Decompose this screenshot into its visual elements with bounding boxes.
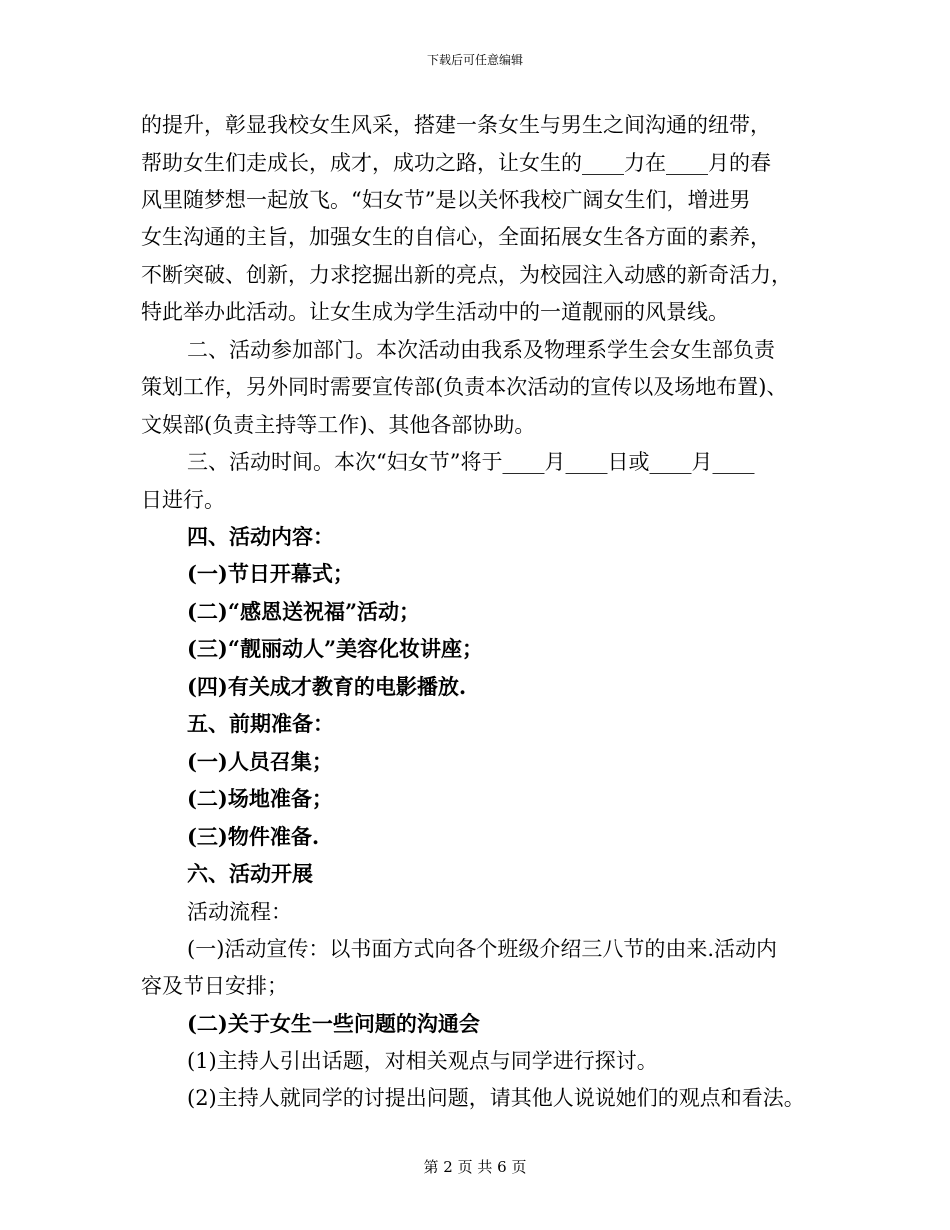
paragraph-line: 活动流程： [187, 900, 292, 924]
list-item: (一)人员召集； [187, 749, 333, 774]
body-line: 日进行。 [141, 488, 225, 512]
body-line: 帮助女生们走成长，成才，成功之路，让女生的____力在____月的春 [141, 151, 771, 175]
body-line: 不断突破、创新，力求挖掘出新的亮点，为校园注入动感的新奇活力， [141, 263, 792, 287]
section-heading: 四、活动内容： [187, 524, 334, 549]
body-line: 的提升，彰显我校女生风采，搭建一条女生与男生之间沟通的纽带， [141, 113, 771, 137]
body-line: 风里随梦想一起放飞。“妇女节”是以关怀我校广阔女生们，增进男 [141, 188, 751, 212]
page-header: 下载后可任意编辑 [426, 53, 523, 67]
list-item: (三)物件准备. [187, 824, 320, 849]
body-line: 女生沟通的主旨，加强女生的自信心，全面拓展女生各方面的素养， [141, 225, 771, 249]
paragraph-line: 三、活动时间。本次“妇女节”将于____月____日或____月____ [187, 450, 755, 474]
list-item: (2)主持人就同学的讨提出问题，请其他人说说她们的观点和看法。 [187, 1086, 805, 1110]
subsection-heading: (二)关于女生一些问题的沟通会 [187, 1011, 480, 1036]
list-item: (一)节日开幕式； [187, 561, 354, 586]
list-item: (二)场地准备； [187, 786, 333, 811]
body-line: 特此举办此活动。让女生成为学生活动中的一道靓丽的风景线。 [141, 300, 729, 324]
body-line: 策划工作，另外同时需要宣传部(负责本次活动的宣传以及场地布置)、 [141, 375, 788, 399]
body-line: 文娱部(负责主持等工作)、其他各部协助。 [141, 413, 536, 437]
page-footer: 第 2 页 共 6 页 [423, 1158, 527, 1176]
list-item: (二)“感恩送祝福”活动； [187, 599, 421, 624]
list-item: (三)“靓丽动人”美容化妆讲座； [187, 636, 484, 661]
body-line: 容及节日安排； [141, 974, 288, 998]
list-item: (四)有关成才教育的电影播放. [187, 674, 467, 699]
section-heading: 六、活动开展 [187, 861, 313, 886]
list-item: (1)主持人引出话题，对相关观点与同学进行探讨。 [187, 1049, 658, 1073]
paragraph-line: 二、活动参加部门。本次活动由我系及物理系学生会女生部负责 [187, 338, 775, 362]
section-heading: 五、前期准备： [187, 711, 334, 736]
paragraph-line: (一)活动宣传：以书面方式向各个班级介绍三八节的由来.活动内 [187, 937, 778, 961]
